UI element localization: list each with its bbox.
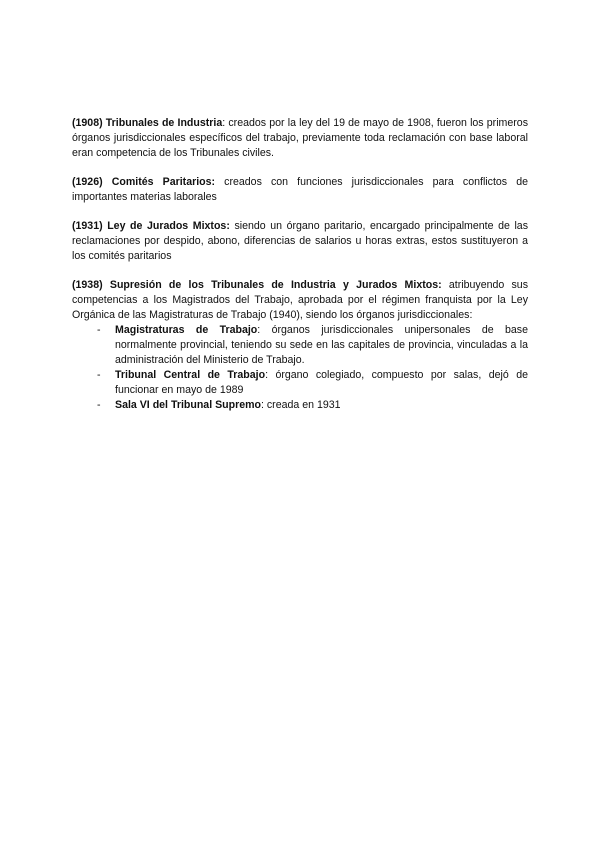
dash-bullet: - xyxy=(97,399,101,411)
paragraph-1908-tribunales-industria xyxy=(72,116,528,161)
paragraph-text: atribuyendo sus competencias a los Magistrados del Trabajo, aprobada por el régimen franquista por la Ley Orgánica de las Magistraturas de Trabajo (1940), siendo los órganos jurisdiccionales: xyxy=(72,279,528,321)
document-page xyxy=(72,116,528,413)
paragraph-lead: (1938) Supresión de los Tribunales de Industria y Jurados Mixtos: xyxy=(72,279,442,291)
list-item xyxy=(72,398,528,413)
paragraph-lead: (1908) Tribunales de Industria xyxy=(72,117,223,129)
dash-bullet: - xyxy=(97,324,101,336)
list-item xyxy=(72,323,528,368)
paragraph-lead: (1931) Ley de Jurados Mixtos: xyxy=(72,220,230,232)
paragraph-text: siendo un órgano paritario, encargado principalmente de las reclamaciones por despido, abono, diferencias de salarios u horas extras, estos sustituyeron a los comités paritarios xyxy=(72,220,528,262)
dash-bullet: - xyxy=(97,369,101,381)
paragraph-lead: (1926) Comités Paritarios: xyxy=(72,176,216,188)
paragraph-1926-comites-paritarios xyxy=(72,175,528,205)
list-item-lead: Magistraturas de Trabajo xyxy=(115,324,258,336)
list-item-lead: Tribunal Central de Trabajo xyxy=(115,369,266,381)
paragraph-text: : creados por la ley del 19 de mayo de 1908, fueron los primeros órganos jurisdiccionales específicos del trabajo, previamente toda reclamación con base laboral eran competencia de los Tribunales civiles. xyxy=(72,117,528,159)
paragraph-1931-jurados-mixtos xyxy=(72,219,528,264)
paragraph-text: creados con funciones jurisdiccionales para conflictos de importantes materias laborales xyxy=(72,176,528,203)
organos-jurisdiccionales-list xyxy=(72,323,528,413)
list-item-lead: Sala VI del Tribunal Supremo xyxy=(115,399,261,411)
paragraph-1938-supresion xyxy=(72,278,528,323)
list-item-text: : creada en 1931 xyxy=(261,399,341,411)
list-item xyxy=(72,368,528,398)
list-item-text: : órganos jurisdiccionales unipersonales de base normalmente provincial, teniendo su sede en las capitales de provincia, vinculadas a la administración del Ministerio de Trabajo. xyxy=(115,324,528,366)
list-item-text: : órgano colegiado, compuesto por salas, dejó de funcionar en mayo de 1989 xyxy=(115,369,528,396)
